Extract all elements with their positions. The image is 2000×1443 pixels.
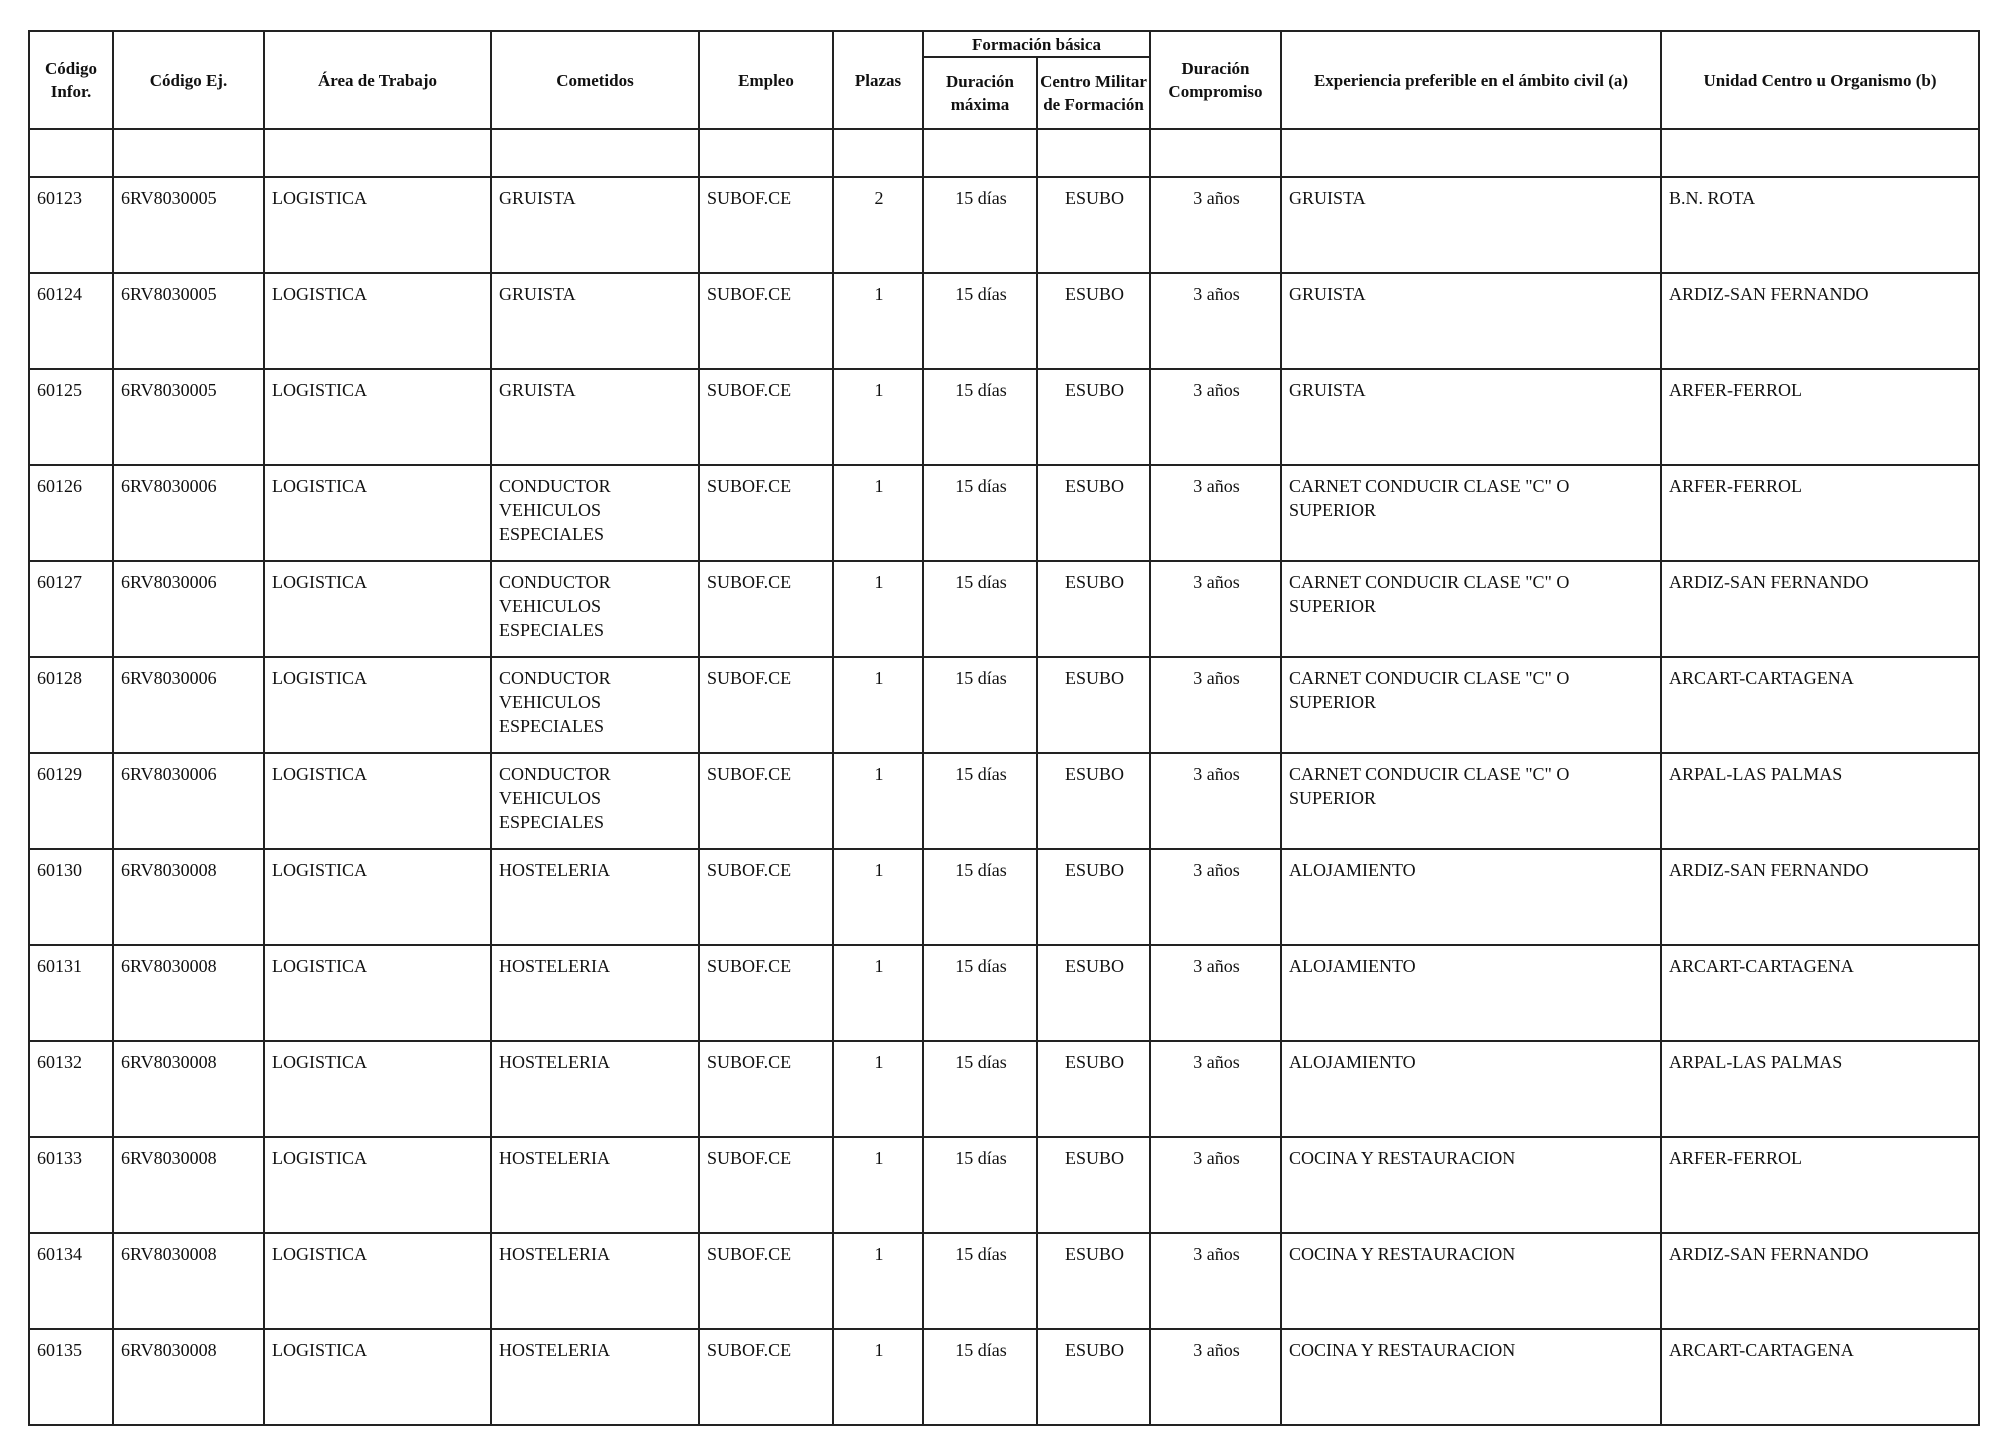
centro-cell: ESUBO bbox=[1037, 561, 1150, 657]
empty-cell bbox=[1037, 129, 1150, 177]
cometidos-cell: HOSTELERIA bbox=[491, 1137, 699, 1233]
empleo-cell: SUBOF.CE bbox=[699, 1233, 833, 1329]
vacancies-table bbox=[28, 30, 1980, 1426]
empty-cell bbox=[113, 129, 264, 177]
header-formacion-basica: Formación básica bbox=[923, 31, 1150, 57]
header-unidad: Unidad Centro u Organismo (b) bbox=[1661, 31, 1979, 129]
compromiso-cell: 3 años bbox=[1150, 177, 1281, 273]
experiencia-cell: CARNET CONDUCIR CLASE "C" O SUPERIOR bbox=[1281, 753, 1661, 849]
codigo-ej-cell: 6RV8030006 bbox=[113, 657, 264, 753]
empleo-cell: SUBOF.CE bbox=[699, 465, 833, 561]
table-row bbox=[29, 849, 1979, 945]
centro-cell: ESUBO bbox=[1037, 369, 1150, 465]
table-row bbox=[29, 1329, 1979, 1425]
compromiso-cell: 3 años bbox=[1150, 849, 1281, 945]
experiencia-cell: ALOJAMIENTO bbox=[1281, 945, 1661, 1041]
spacer-row bbox=[29, 129, 1979, 177]
table-row bbox=[29, 945, 1979, 1041]
duracion-maxima-cell: 15 días bbox=[923, 273, 1037, 369]
codigo-ej-cell: 6RV8030006 bbox=[113, 561, 264, 657]
compromiso-cell: 3 años bbox=[1150, 1137, 1281, 1233]
cometidos-cell: CONDUCTOR VEHICULOS ESPECIALES bbox=[491, 465, 699, 561]
compromiso-cell: 3 años bbox=[1150, 1233, 1281, 1329]
area-cell: LOGISTICA bbox=[264, 1041, 491, 1137]
duracion-maxima-cell: 15 días bbox=[923, 945, 1037, 1041]
empleo-cell: SUBOF.CE bbox=[699, 369, 833, 465]
duracion-maxima-cell: 15 días bbox=[923, 1041, 1037, 1137]
area-cell: LOGISTICA bbox=[264, 657, 491, 753]
table-row bbox=[29, 657, 1979, 753]
codigo-infor-cell: 60127 bbox=[29, 561, 113, 657]
area-cell: LOGISTICA bbox=[264, 177, 491, 273]
plazas-cell: 1 bbox=[833, 273, 923, 369]
codigo-infor-cell: 60135 bbox=[29, 1329, 113, 1425]
unidad-cell: ARCART-CARTAGENA bbox=[1661, 657, 1979, 753]
unidad-cell: ARFER-FERROL bbox=[1661, 1137, 1979, 1233]
compromiso-cell: 3 años bbox=[1150, 369, 1281, 465]
header-cometidos: Cometidos bbox=[491, 31, 699, 129]
centro-cell: ESUBO bbox=[1037, 945, 1150, 1041]
area-cell: LOGISTICA bbox=[264, 1329, 491, 1425]
experiencia-cell: GRUISTA bbox=[1281, 177, 1661, 273]
codigo-infor-cell: 60130 bbox=[29, 849, 113, 945]
empty-cell bbox=[1661, 129, 1979, 177]
table-row bbox=[29, 561, 1979, 657]
duracion-maxima-cell: 15 días bbox=[923, 657, 1037, 753]
codigo-infor-cell: 60131 bbox=[29, 945, 113, 1041]
plazas-cell: 2 bbox=[833, 177, 923, 273]
empleo-cell: SUBOF.CE bbox=[699, 657, 833, 753]
plazas-cell: 1 bbox=[833, 753, 923, 849]
table-row bbox=[29, 1233, 1979, 1329]
experiencia-cell: CARNET CONDUCIR CLASE "C" O SUPERIOR bbox=[1281, 465, 1661, 561]
experiencia-cell: ALOJAMIENTO bbox=[1281, 1041, 1661, 1137]
header-experiencia: Experiencia preferible en el ámbito civil (a) bbox=[1281, 31, 1661, 129]
compromiso-cell: 3 años bbox=[1150, 561, 1281, 657]
experiencia-cell: COCINA Y RESTAURACION bbox=[1281, 1137, 1661, 1233]
cometidos-cell: CONDUCTOR VEHICULOS ESPECIALES bbox=[491, 753, 699, 849]
area-cell: LOGISTICA bbox=[264, 369, 491, 465]
empleo-cell: SUBOF.CE bbox=[699, 177, 833, 273]
experiencia-cell: GRUISTA bbox=[1281, 273, 1661, 369]
unidad-cell: ARPAL-LAS PALMAS bbox=[1661, 753, 1979, 849]
experiencia-cell: COCINA Y RESTAURACION bbox=[1281, 1233, 1661, 1329]
table-row bbox=[29, 1041, 1979, 1137]
experiencia-cell: COCINA Y RESTAURACION bbox=[1281, 1329, 1661, 1425]
centro-cell: ESUBO bbox=[1037, 753, 1150, 849]
codigo-ej-cell: 6RV8030006 bbox=[113, 465, 264, 561]
empty-cell bbox=[923, 129, 1037, 177]
cometidos-cell: CONDUCTOR VEHICULOS ESPECIALES bbox=[491, 657, 699, 753]
header-area: Área de Trabajo bbox=[264, 31, 491, 129]
compromiso-cell: 3 años bbox=[1150, 465, 1281, 561]
codigo-ej-cell: 6RV8030008 bbox=[113, 1329, 264, 1425]
empleo-cell: SUBOF.CE bbox=[699, 273, 833, 369]
centro-cell: ESUBO bbox=[1037, 465, 1150, 561]
plazas-cell: 1 bbox=[833, 945, 923, 1041]
codigo-ej-cell: 6RV8030008 bbox=[113, 1233, 264, 1329]
duracion-maxima-cell: 15 días bbox=[923, 1233, 1037, 1329]
table-row bbox=[29, 465, 1979, 561]
empty-cell bbox=[833, 129, 923, 177]
area-cell: LOGISTICA bbox=[264, 849, 491, 945]
cometidos-cell: CONDUCTOR VEHICULOS ESPECIALES bbox=[491, 561, 699, 657]
empleo-cell: SUBOF.CE bbox=[699, 753, 833, 849]
empty-cell bbox=[1150, 129, 1281, 177]
area-cell: LOGISTICA bbox=[264, 273, 491, 369]
unidad-cell: ARDIZ-SAN FERNANDO bbox=[1661, 1233, 1979, 1329]
area-cell: LOGISTICA bbox=[264, 945, 491, 1041]
codigo-infor-cell: 60132 bbox=[29, 1041, 113, 1137]
cometidos-cell: HOSTELERIA bbox=[491, 1041, 699, 1137]
codigo-ej-cell: 6RV8030008 bbox=[113, 849, 264, 945]
duracion-maxima-cell: 15 días bbox=[923, 561, 1037, 657]
experiencia-cell: CARNET CONDUCIR CLASE "C" O SUPERIOR bbox=[1281, 561, 1661, 657]
codigo-ej-cell: 6RV8030008 bbox=[113, 945, 264, 1041]
duracion-maxima-cell: 15 días bbox=[923, 177, 1037, 273]
table-body bbox=[29, 129, 1979, 1425]
unidad-cell: ARFER-FERROL bbox=[1661, 369, 1979, 465]
codigo-infor-cell: 60128 bbox=[29, 657, 113, 753]
unidad-cell: ARPAL-LAS PALMAS bbox=[1661, 1041, 1979, 1137]
centro-cell: ESUBO bbox=[1037, 177, 1150, 273]
centro-cell: ESUBO bbox=[1037, 849, 1150, 945]
codigo-infor-cell: 60133 bbox=[29, 1137, 113, 1233]
codigo-infor-cell: 60126 bbox=[29, 465, 113, 561]
plazas-cell: 1 bbox=[833, 1329, 923, 1425]
unidad-cell: ARDIZ-SAN FERNANDO bbox=[1661, 849, 1979, 945]
codigo-ej-cell: 6RV8030008 bbox=[113, 1137, 264, 1233]
empleo-cell: SUBOF.CE bbox=[699, 945, 833, 1041]
cometidos-cell: HOSTELERIA bbox=[491, 849, 699, 945]
compromiso-cell: 3 años bbox=[1150, 273, 1281, 369]
codigo-infor-cell: 60124 bbox=[29, 273, 113, 369]
header-duracion-compromiso: Duración Compromiso bbox=[1150, 31, 1281, 129]
cometidos-cell: HOSTELERIA bbox=[491, 1329, 699, 1425]
experiencia-cell: CARNET CONDUCIR CLASE "C" O SUPERIOR bbox=[1281, 657, 1661, 753]
empty-cell bbox=[491, 129, 699, 177]
table-row bbox=[29, 177, 1979, 273]
unidad-cell: ARFER-FERROL bbox=[1661, 465, 1979, 561]
codigo-infor-cell: 60134 bbox=[29, 1233, 113, 1329]
duracion-maxima-cell: 15 días bbox=[923, 1137, 1037, 1233]
compromiso-cell: 3 años bbox=[1150, 753, 1281, 849]
cometidos-cell: GRUISTA bbox=[491, 273, 699, 369]
table-row bbox=[29, 369, 1979, 465]
empty-cell bbox=[699, 129, 833, 177]
plazas-cell: 1 bbox=[833, 1041, 923, 1137]
codigo-infor-cell: 60129 bbox=[29, 753, 113, 849]
codigo-ej-cell: 6RV8030006 bbox=[113, 753, 264, 849]
unidad-cell: ARDIZ-SAN FERNANDO bbox=[1661, 561, 1979, 657]
header-plazas: Plazas bbox=[833, 31, 923, 129]
duracion-maxima-cell: 15 días bbox=[923, 369, 1037, 465]
plazas-cell: 1 bbox=[833, 849, 923, 945]
area-cell: LOGISTICA bbox=[264, 753, 491, 849]
plazas-cell: 1 bbox=[833, 369, 923, 465]
unidad-cell: ARCART-CARTAGENA bbox=[1661, 1329, 1979, 1425]
codigo-infor-cell: 60125 bbox=[29, 369, 113, 465]
area-cell: LOGISTICA bbox=[264, 561, 491, 657]
experiencia-cell: ALOJAMIENTO bbox=[1281, 849, 1661, 945]
cometidos-cell: HOSTELERIA bbox=[491, 945, 699, 1041]
table-row bbox=[29, 273, 1979, 369]
cometidos-cell: GRUISTA bbox=[491, 177, 699, 273]
header-duracion-maxima: Duración máxima bbox=[923, 57, 1037, 129]
area-cell: LOGISTICA bbox=[264, 1137, 491, 1233]
codigo-ej-cell: 6RV8030005 bbox=[113, 177, 264, 273]
plazas-cell: 1 bbox=[833, 657, 923, 753]
header-codigo-infor: Código Infor. bbox=[29, 31, 113, 129]
plazas-cell: 1 bbox=[833, 1233, 923, 1329]
empty-cell bbox=[264, 129, 491, 177]
empleo-cell: SUBOF.CE bbox=[699, 1137, 833, 1233]
area-cell: LOGISTICA bbox=[264, 1233, 491, 1329]
centro-cell: ESUBO bbox=[1037, 657, 1150, 753]
centro-cell: ESUBO bbox=[1037, 1329, 1150, 1425]
area-cell: LOGISTICA bbox=[264, 465, 491, 561]
unidad-cell: ARDIZ-SAN FERNANDO bbox=[1661, 273, 1979, 369]
empleo-cell: SUBOF.CE bbox=[699, 561, 833, 657]
compromiso-cell: 3 años bbox=[1150, 945, 1281, 1041]
centro-cell: ESUBO bbox=[1037, 273, 1150, 369]
duracion-maxima-cell: 15 días bbox=[923, 849, 1037, 945]
experiencia-cell: GRUISTA bbox=[1281, 369, 1661, 465]
empleo-cell: SUBOF.CE bbox=[699, 1041, 833, 1137]
header-codigo-ej: Código Ej. bbox=[113, 31, 264, 129]
table-row bbox=[29, 753, 1979, 849]
duracion-maxima-cell: 15 días bbox=[923, 753, 1037, 849]
duracion-maxima-cell: 15 días bbox=[923, 465, 1037, 561]
plazas-cell: 1 bbox=[833, 1137, 923, 1233]
codigo-ej-cell: 6RV8030008 bbox=[113, 1041, 264, 1137]
codigo-ej-cell: 6RV8030005 bbox=[113, 273, 264, 369]
centro-cell: ESUBO bbox=[1037, 1137, 1150, 1233]
cometidos-cell: GRUISTA bbox=[491, 369, 699, 465]
cometidos-cell: HOSTELERIA bbox=[491, 1233, 699, 1329]
header-empleo: Empleo bbox=[699, 31, 833, 129]
codigo-infor-cell: 60123 bbox=[29, 177, 113, 273]
unidad-cell: B.N. ROTA bbox=[1661, 177, 1979, 273]
duracion-maxima-cell: 15 días bbox=[923, 1329, 1037, 1425]
empty-cell bbox=[1281, 129, 1661, 177]
table-row bbox=[29, 1137, 1979, 1233]
plazas-cell: 1 bbox=[833, 561, 923, 657]
compromiso-cell: 3 años bbox=[1150, 1041, 1281, 1137]
centro-cell: ESUBO bbox=[1037, 1233, 1150, 1329]
compromiso-cell: 3 años bbox=[1150, 657, 1281, 753]
unidad-cell: ARCART-CARTAGENA bbox=[1661, 945, 1979, 1041]
empleo-cell: SUBOF.CE bbox=[699, 849, 833, 945]
codigo-ej-cell: 6RV8030005 bbox=[113, 369, 264, 465]
empleo-cell: SUBOF.CE bbox=[699, 1329, 833, 1425]
compromiso-cell: 3 años bbox=[1150, 1329, 1281, 1425]
plazas-cell: 1 bbox=[833, 465, 923, 561]
empty-cell bbox=[29, 129, 113, 177]
header-centro-militar: Centro Militar de Formación bbox=[1037, 57, 1150, 129]
table-header bbox=[29, 31, 1979, 129]
centro-cell: ESUBO bbox=[1037, 1041, 1150, 1137]
